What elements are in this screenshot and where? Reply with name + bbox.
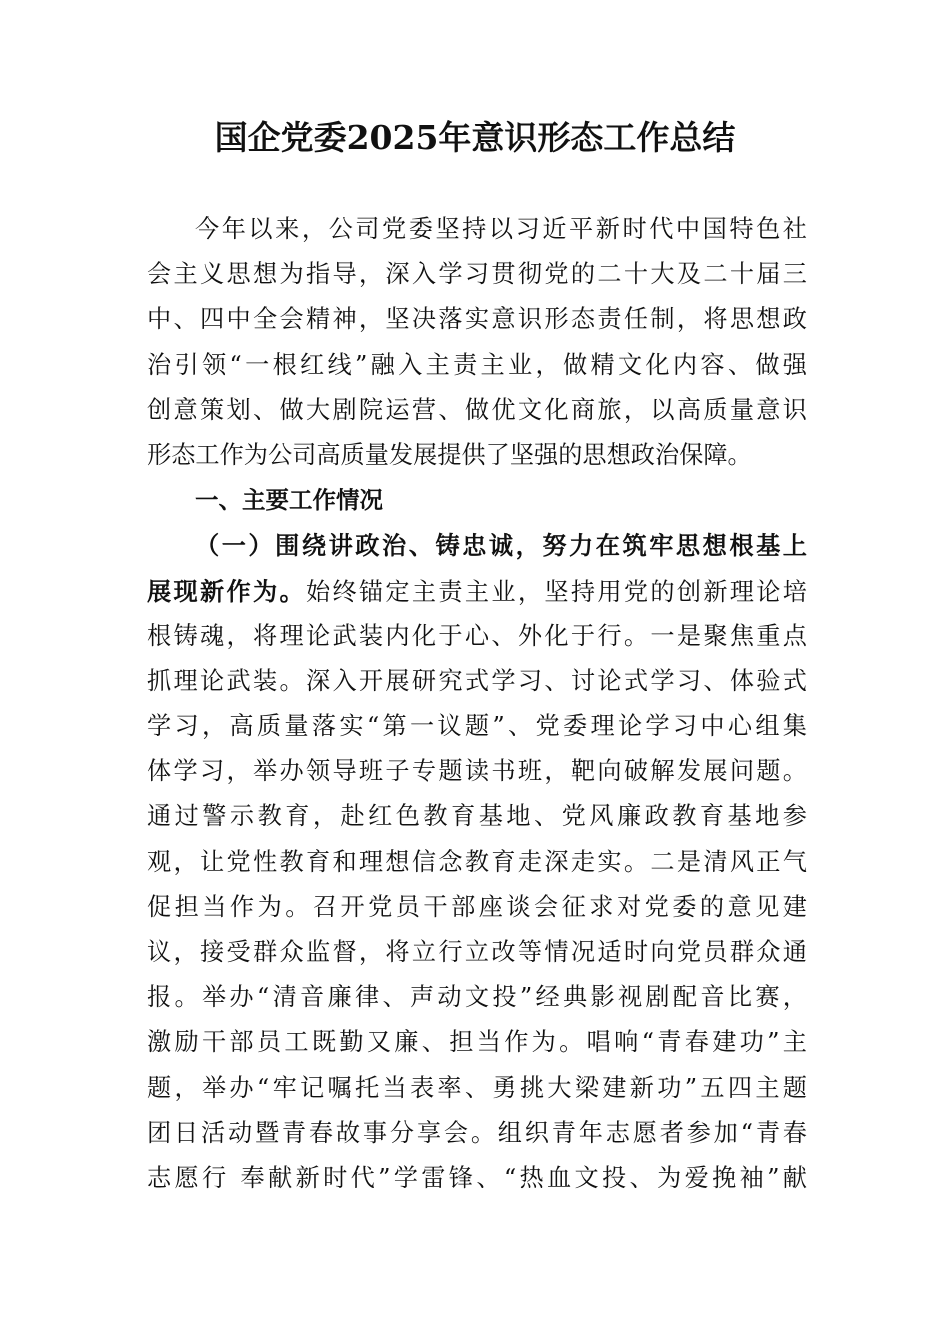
paragraph-line: 报。举办“清音廉律、声动文投”经典影视剧配音比赛，	[147, 983, 807, 1012]
paragraph-line: 题，举办“牢记嘱托当表率、勇挑大梁建新功”五四主题	[147, 1073, 807, 1102]
paragraph-line: 根铸魂，将理论武装内化于心、外化于行。一是聚焦重点	[147, 621, 807, 650]
paragraph-line: 治引领“一根红线”融入主责主业，做精文化内容、做强	[147, 350, 807, 379]
paragraph-line: 学习，高质量落实“第一议题”、党委理论学习中心组集	[147, 712, 807, 741]
paragraph-line: 团日活动暨青春故事分享会。组织青年志愿者参加“青春	[147, 1118, 807, 1147]
document-body	[147, 207, 807, 1201]
paragraph-line: 中、四中全会精神，坚决落实意识形态责任制，将思想政	[147, 305, 807, 334]
paragraph-line: 议，接受群众监督，将立行立改等情况适时向党员群众通	[147, 938, 807, 966]
paragraph-line: 体学习，举办领导班子专题读书班，靶向破解发展问题。	[147, 757, 807, 786]
paragraph-line: 激励干部员工既勤又廉、担当作为。唱响“青春建功”主	[147, 1028, 807, 1057]
subsection-heading: （一）围绕讲政治、铸忠诚，努力在筑牢思想根基上	[195, 531, 807, 561]
paragraph-line: 抓理论武装。深入开展研究式学习、讨论式学习、体验式	[147, 666, 807, 695]
paragraph-line: 今年以来，公司党委坚持以习近平新时代中国特色社	[195, 215, 807, 243]
paragraph-line: 形态工作为公司高质量发展提供了坚强的思想政治保障。	[147, 440, 752, 469]
paragraph-line: 创意策划、做大剧院运营、做优文化商旅，以高质量意识	[147, 395, 807, 424]
paragraph-line: 志愿行 奉献新时代”学雷锋、“热血文投、为爱挽袖”献	[147, 1163, 807, 1192]
paragraph-text: 始终锚定主责主业，坚持用党的创新理论培	[305, 577, 807, 606]
paragraph-line	[147, 569, 807, 614]
paragraph-line: 会主义思想为指导，深入学习贯彻党的二十大及二十届三	[147, 260, 807, 289]
paragraph-line: 促担当作为。召开党员干部座谈会征求对党委的意见建	[147, 892, 807, 921]
subsection-heading-end: 展现新作为。	[147, 576, 306, 606]
section-heading: 一、主要工作情况	[195, 486, 383, 515]
paragraph-line: 观，让党性教育和理想信念教育走深走实。二是清风正气	[147, 847, 807, 876]
paragraph-line: 通过警示教育，赴红色教育基地、党风廉政教育基地参	[147, 802, 807, 831]
page-title: 国企党委2025年意识形态工作总结	[214, 118, 736, 157]
